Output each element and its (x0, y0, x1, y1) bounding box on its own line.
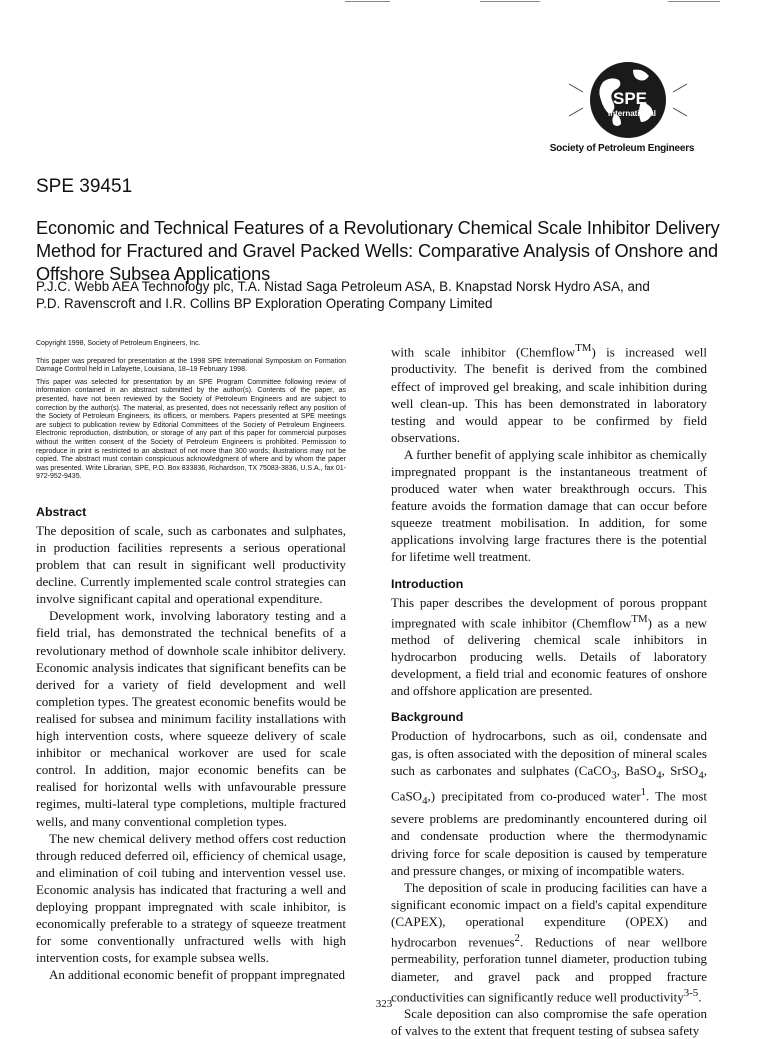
background-heading: Background (391, 710, 464, 725)
subscript: 3 (611, 769, 617, 782)
reference-mark: 1 (640, 786, 646, 799)
text-run: ) is increased well productivity. The benefit is derived from the combined effect of improved gel breaking, and scale inhibition during well clean-up. This has been demonstrated in laboratory testing and would appear to be confirmed by field observations. (391, 344, 707, 445)
formula: , SrSO (661, 762, 699, 778)
globe-icon (563, 62, 693, 142)
scan-artifact-line (480, 1, 540, 2)
formula: , BaSO (616, 762, 657, 778)
abstract-heading: Abstract (36, 504, 87, 519)
page-number: 323 (375, 998, 393, 1010)
left-column (36, 340, 346, 983)
trademark-mark: TM (631, 612, 648, 625)
text-run: . The most severe problems are predominantly encountered during oil and condensate production where the thermodynamic driving force for scale deposition is caused by temperature and pressure changes, or mixing of incompatible waters. (391, 788, 708, 878)
reference-mark: 3-5 (683, 986, 699, 999)
subscript: 4 (422, 795, 428, 808)
spe-logo-text: SPE (612, 89, 648, 108)
introduction-paragraph (391, 594, 707, 700)
abstract-paragraph: An additional economic benefit of proppant impregnated (49, 967, 346, 983)
abstract-paragraph: Development work, involving laboratory testing and a field trial, has demonstrated the technical benefits of a revolutionary method of downhole scale inhibitor delivery. Economic analysis indicates that significant benefits can be derived for a variety of field development and well completion types. The greatest economic benefits would be realised for subsea and minimum facility installations with high intervention costs, where squeeze delivery of scale inhibitor or mechanical workover are used for scale control. In addition, major economic benefits can be realised for horizontal wells with unfavourable pressure regimes, multi-lateral type completions, multiple fractured wells, and many conventional completion types. (36, 608, 346, 829)
scan-artifact-line (345, 1, 390, 2)
background-paragraph: Scale deposition can also compromise the safe operation of valves to the extent that frequent testing of subsea safety (391, 1006, 707, 1039)
background-paragraph (391, 879, 707, 1005)
text-run: with scale inhibitor (Chemflow (391, 344, 576, 360)
reference-mark: 2 (514, 931, 520, 944)
society-name: Society of Petroleum Engineers (549, 143, 695, 154)
presentation-notice: This paper was prepared for presentation at the 1998 SPE International Symposium on Formation Damage Control held in Lafayette, Louisiana, 18–19 February 1998. (36, 357, 346, 374)
subscript: 4 (698, 769, 704, 782)
selection-notice: This paper was selected for presentation by an SPE Program Committee following review of information contained in an abstract submitted by the author(s). Contents of the paper, as presented, have not been reviewed by the Society of Petroleum Engineers and are subject to correction by the author(s). The material, as presented, does not necessarily reflect any position of the Society of Petroleum Engineers, its officers, or members. Papers presented at SPE meetings are subject to publication review by Editorial Committees of the Society of Petroleum Engineers. Electronic reproduction, distribution, or storage of any part of this paper for commercial purposes without the written consent of the Society of Petroleum Engineers is prohibited. Permission to reproduce in print is restricted to an abstract of not more than 300 words; illustrations may not be copied. The abstract must contain conspicuous acknowledgment of where and by whom the paper was presented. Write Librarian, SPE, P.O. Box 833836, Richardson, TX 75083-3836, U.S.A., fax 01-972-952-9435. (36, 378, 346, 481)
text-run: ) as a new method of delivering chemical scale inhibitors in hydrocarbon producing wells. Details of laboratory development, a field trial and economic features of onshore and offshore application are presented. (391, 614, 707, 699)
paper-number: SPE 39451 (36, 176, 133, 197)
text-run: This paper describes the development of porous proppant impregnated with scale inhibitor (Chemflow (391, 594, 707, 630)
spe-logo (537, 62, 707, 158)
text-run: Production of hydrocarbons, such as oil, condensate and gas, is often associated with the deposition of mineral scales such as carbonates and sulphates ( (391, 728, 707, 778)
text-run: ,) precipitated from co-produced water (427, 788, 641, 804)
author-line: P.J.C. Webb AEA Technology plc, T.A. Nistad Saga Petroleum ASA, B. Knapstad Norsk Hydro ASA, and (36, 279, 650, 294)
subscript: 4 (656, 769, 662, 782)
continuation-paragraph (391, 340, 707, 446)
formula: , CaSO (391, 762, 707, 804)
author-line: P.D. Ravenscroft and I.R. Collins BP Exploration Operating Company Limited (36, 296, 493, 311)
spe-logo-subtext: International (607, 109, 657, 118)
paper-title: Economic and Technical Features of a Revolutionary Chemical Scale Inhibitor Delivery Method for Fractured and Gravel Packed Wells: Comparative Analysis of Onshore and Offshore Subsea Applications (36, 218, 720, 284)
scan-artifact-line (668, 1, 720, 2)
trademark-mark: TM (575, 342, 592, 354)
abstract-paragraph: The deposition of scale, such as carbonates and sulphates, in production facilities represents a serious operational problem that can result in significant well productivity decline. Currently implemented scale control strategies can involve significant capital and operational expenditure. (36, 522, 346, 607)
continuation-paragraph: A further benefit of applying scale inhibitor as chemically impregnated proppant is the instantaneous treatment of produced water when water breakthrough occurs. This feature avoids the formation damage that can occur before squeeze treatment mobilisation. In addition, for some applications involving large fractures there is the potential for lifetime well treatment. (391, 446, 707, 565)
text-run: . (698, 988, 702, 1004)
text-run: . Reductions of near wellbore permeability, perforation tunnel diameter, production tubing diameter, and gravel pack and propped fracture conductivities can significantly reduce well productivity (391, 934, 707, 1004)
copyright-notice: Copyright 1998, Society of Petroleum Engineers, Inc. (36, 340, 201, 347)
right-column (391, 340, 707, 1039)
introduction-heading: Introduction (391, 576, 464, 591)
text-run: The deposition of scale in producing facilities can have a significant economic impact on a field's capital expenditure (CAPEX), operational expenditure (OPEX) and hydrocarbon revenues (391, 879, 707, 950)
formula: CaCO (578, 762, 612, 778)
abstract-paragraph: The new chemical delivery method offers cost reduction through reduced deferred oil, efficiency of chemical usage, and elimination of coil tubing and intervention vessel use. Economic analysis has indicated that fracturing a well and deploying proppant impregnated with scale inhibitor, is economically preferable to a strategy of squeeze treatment for some conventionally unfractured wells with high intervention costs, for example subsea wells. (36, 830, 346, 966)
background-paragraph (391, 727, 707, 878)
